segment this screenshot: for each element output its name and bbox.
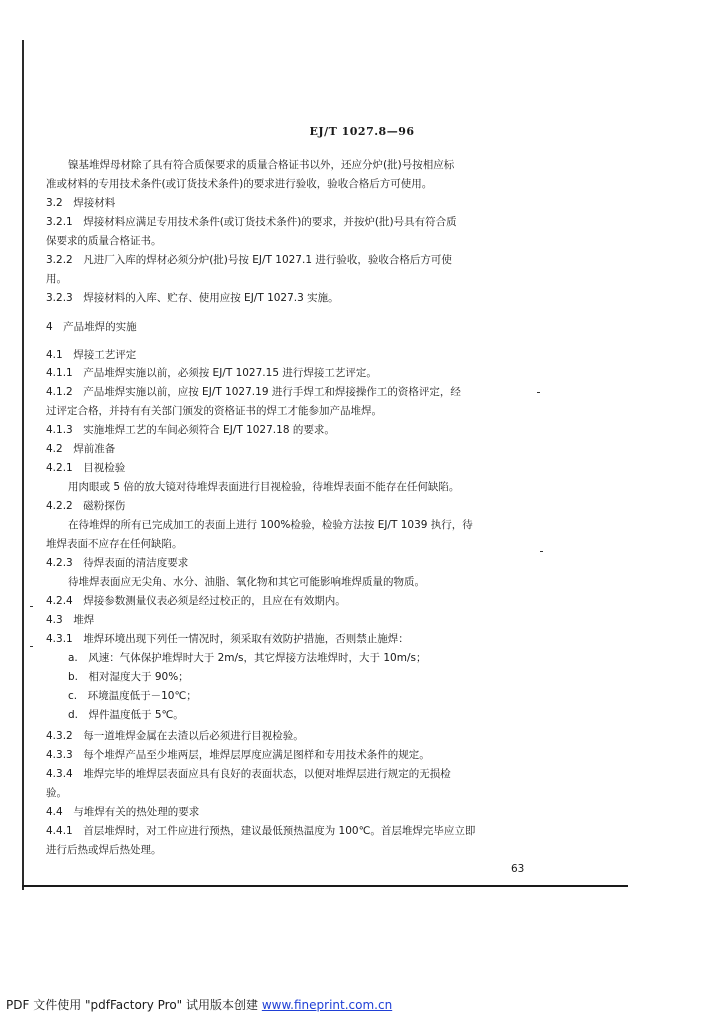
margin-mark	[30, 646, 33, 647]
text-line: 用肉眼或 5 倍的放大镜对待堆焊表面进行目视检验，待堆焊表面不能存在任何缺陷。	[68, 481, 460, 493]
text-line: 4.2.2 磁粉探伤	[46, 500, 126, 512]
text-line: 4.3.2 每一道堆焊金属在去渣以后必须进行目视检验。	[46, 730, 304, 742]
text-line: 镍基堆焊母材除了具有符合质保要求的质量合格证书以外，还应分炉(批)号按相应标	[68, 159, 455, 171]
text-line: 4.4.1 首层堆焊时，对工件应进行预热，建议最低预热温度为 100℃。首层堆焊完毕应立即	[46, 825, 476, 837]
text-line: 3.2.1 焊接材料应满足专用技术条件(或订货技术条件)的要求，并按炉(批)号具有符合质	[46, 216, 457, 228]
text-line: 3.2 焊接材料	[46, 197, 116, 209]
text-line: d. 焊件温度低于 5℃。	[68, 709, 184, 721]
text-line: 4.1.1 产品堆焊实施以前，必须按 EJ/T 1027.15 进行焊接工艺评定。	[46, 367, 377, 379]
text-line: 准或材料的专用技术条件(或订货技术条件)的要求进行验收，验收合格后方可使用。	[46, 178, 433, 190]
text-line: 4 产品堆焊的实施	[46, 321, 137, 333]
footer-text: PDF 文件使用 "pdfFactory Pro" 试用版本创建	[6, 998, 262, 1012]
margin-mark	[30, 606, 33, 607]
text-line: 验。	[46, 787, 67, 799]
text-line: 4.2.4 焊接参数测量仪表必须是经过校正的，且应在有效期内。	[46, 595, 346, 607]
text-line: 待堆焊表面应无尖角、水分、油脂、氧化物和其它可能影响堆焊质量的物质。	[68, 576, 425, 588]
bottom-rule	[22, 885, 628, 887]
text-line: 4.1.2 产品堆焊实施以前，应按 EJ/T 1027.19 进行手焊工和焊接操作工的资格评定，经	[46, 386, 461, 398]
text-line: 过评定合格，并持有有关部门颁发的资格证书的焊工才能参加产品堆焊。	[46, 405, 382, 417]
text-line: 4.3.3 每个堆焊产品至少堆两层，堆焊层厚度应满足图样和专用技术条件的规定。	[46, 749, 430, 761]
page-number: 63	[511, 863, 525, 875]
text-line: b. 相对湿度大于 90%；	[68, 671, 189, 683]
text-line: 4.3 堆焊	[46, 614, 95, 626]
text-line: 用。	[46, 273, 67, 285]
text-line: 保要求的质量合格证书。	[46, 235, 162, 247]
text-line: 堆焊表面不应存在任何缺陷。	[46, 538, 183, 550]
margin-mark	[540, 551, 543, 552]
text-line: 进行后热或焊后热处理。	[46, 844, 162, 856]
text-line: 3.2.3 焊接材料的入库、贮存、使用应按 EJ/T 1027.3 实施。	[46, 292, 339, 304]
text-line: 4.2.3 待焊表面的清洁度要求	[46, 557, 189, 569]
text-line: 4.2 焊前准备	[46, 443, 116, 455]
pdf-watermark-footer	[6, 996, 392, 1013]
text-line: 4.4 与堆焊有关的热处理的要求	[46, 806, 200, 818]
text-line: 4.1.3 实施堆焊工艺的车间必须符合 EJ/T 1027.18 的要求。	[46, 424, 335, 436]
standard-number-header: EJ/T 1027.8—96	[309, 125, 415, 138]
text-line: c. 环境温度低于－10℃；	[68, 690, 197, 702]
text-line: 4.3.4 堆焊完毕的堆焊层表面应具有良好的表面状态，以便对堆焊层进行规定的无损检	[46, 768, 451, 780]
margin-mark	[537, 392, 540, 393]
text-line: 4.3.1 堆焊环境出现下列任一情况时，须采取有效防护措施，否则禁止施焊：	[46, 633, 409, 645]
footer-link[interactable]: www.fineprint.com.cn	[261, 998, 393, 1012]
text-line: 在待堆焊的所有已完成加工的表面上进行 100%检验，检验方法按 EJ/T 1039 执行，待	[68, 519, 473, 531]
text-line: 4.1 焊接工艺评定	[46, 349, 137, 361]
text-line: a. 风速：气体保护堆焊时大于 2m/s，其它焊接方法堆焊时，大于 10m/s；	[68, 652, 427, 664]
text-line: 3.2.2 凡进厂入库的焊材必须分炉(批)号按 EJ/T 1027.1 进行验收，验收合格后方可使	[46, 254, 452, 266]
scan-edge-line	[22, 40, 24, 890]
text-line: 4.2.1 目视检验	[46, 462, 126, 474]
